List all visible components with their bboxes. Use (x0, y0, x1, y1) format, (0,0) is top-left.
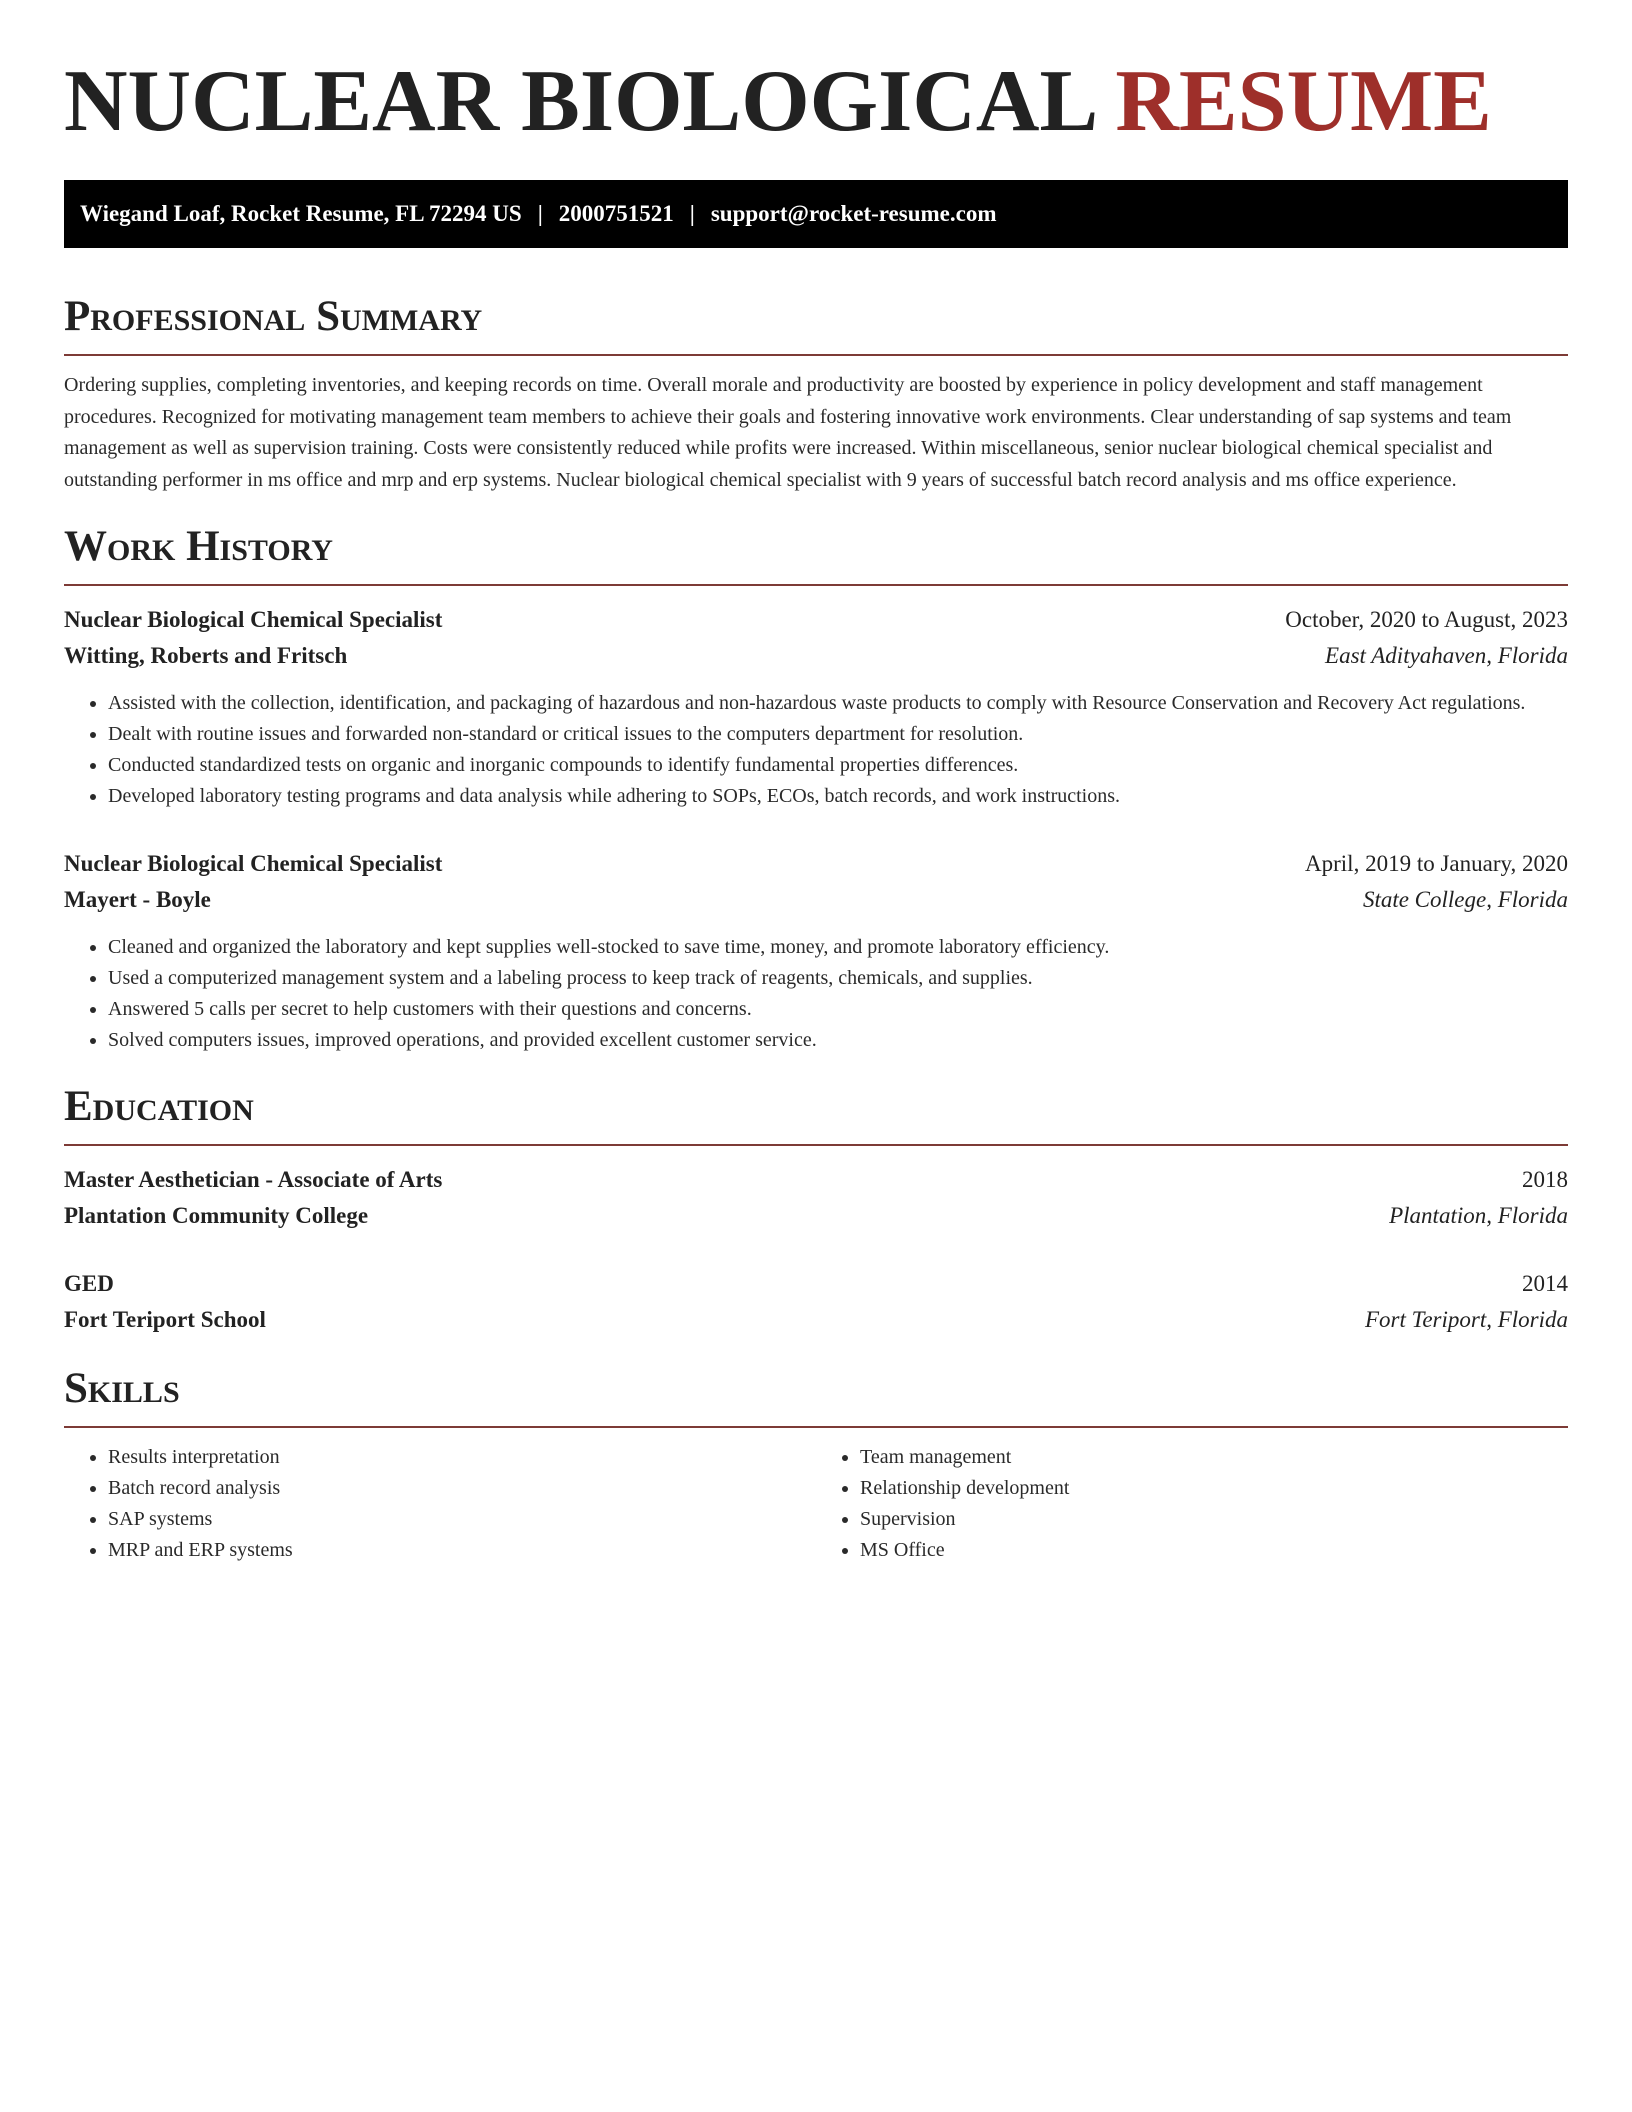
skills-list (816, 1442, 1568, 1566)
job-header-row (64, 602, 1568, 638)
education-location: Plantation, Florida (1389, 1203, 1568, 1228)
education-year: 2018 (1522, 1167, 1568, 1192)
job-bullet: • Used a computerized management system and a labeling process to keep track of reagents, chemicals, and supplies. (108, 963, 1568, 994)
job-bullets (64, 688, 1568, 812)
job-bullet: • Answered 5 calls per secret to help customers with their questions and concerns. (108, 994, 1568, 1025)
job-dates: April, 2019 to January, 2020 (1305, 851, 1568, 876)
skill-item: • Relationship development (860, 1473, 1568, 1504)
job-bullet: • Solved computers issues, improved operations, and provided excellent customer service. (108, 1025, 1568, 1056)
section-title-work: Work History (64, 523, 333, 570)
skill-item: • SAP systems (108, 1504, 816, 1535)
skill-item: • Supervision (860, 1504, 1568, 1535)
job-entry (64, 602, 1568, 812)
professional-summary-section (64, 292, 1568, 496)
skill-item: • Team management (860, 1442, 1568, 1473)
job-bullet: • Dealt with routine issues and forwarded non-standard or critical issues to the computers department for resolution. (108, 719, 1568, 750)
education-entry (64, 1266, 1568, 1338)
education-section (64, 1082, 1568, 1338)
contact-email: support@rocket-resume.com (710, 201, 997, 226)
skills-grid (64, 1442, 1568, 1566)
education-entry (64, 1162, 1568, 1234)
job-company: Mayert - Boyle (64, 887, 211, 912)
contact-separator: | (689, 201, 695, 226)
section-divider (64, 1144, 1568, 1146)
job-bullets (64, 932, 1568, 1056)
skills-section (64, 1364, 1568, 1566)
job-title: Nuclear Biological Chemical Specialist (64, 607, 443, 632)
skills-list (64, 1442, 816, 1566)
work-history-section (64, 522, 1568, 1056)
education-degree: GED (64, 1271, 114, 1296)
job-company-row (64, 882, 1568, 918)
job-title: Nuclear Biological Chemical Specialist (64, 851, 443, 876)
education-location: Fort Teriport, Florida (1365, 1307, 1568, 1332)
skill-item: • Results interpretation (108, 1442, 816, 1473)
section-divider (64, 1426, 1568, 1428)
contact-phone: 2000751521 (558, 201, 674, 226)
education-school-row (64, 1198, 1568, 1234)
resume-name-heading (64, 52, 1568, 152)
job-bullet: • Conducted standardized tests on organic and inorganic compounds to identify fundamental properties differences. (108, 750, 1568, 781)
education-year: 2014 (1522, 1271, 1568, 1296)
education-degree: Master Aesthetician - Associate of Arts (64, 1167, 443, 1192)
job-company-row (64, 638, 1568, 674)
section-title-education: Education (64, 1083, 254, 1130)
contact-bar (64, 180, 1568, 248)
job-location: State College, Florida (1362, 887, 1568, 912)
name-accent: RESUME (1115, 53, 1492, 150)
job-bullet: • Assisted with the collection, identification, and packaging of hazardous and non-hazardous waste products to comply with Resource Conservation and Recovery Act regulations. (108, 688, 1568, 719)
section-divider (64, 584, 1568, 586)
education-school: Plantation Community College (64, 1203, 369, 1228)
summary-text: Ordering supplies, completing inventories, and keeping records on time. Overall morale and productivity are boosted by experience in policy development and staff management procedures. Recognized for motivating management team members to achieve their goals and fostering innovative work environments. Clear understanding of sap systems and team management as well as supervision training. Costs were consistently reduced while profits were increased. Within miscellaneous, senior nuclear biological chemical specialist and outstanding performer in ms office and mrp and erp systems. Nuclear biological chemical specialist with 9 years of successful batch record analysis and ms office experience. (64, 374, 1512, 491)
section-title-skills: Skills (64, 1365, 180, 1412)
section-divider (64, 354, 1568, 356)
skills-column-right (816, 1442, 1568, 1566)
skill-item: • MS Office (860, 1535, 1568, 1566)
contact-address: Wiegand Loaf, Rocket Resume, FL 72294 US (80, 201, 522, 226)
education-header-row (64, 1162, 1568, 1198)
job-dates: October, 2020 to August, 2023 (1285, 607, 1568, 632)
education-school: Fort Teriport School (64, 1307, 266, 1332)
contact-separator: | (537, 201, 543, 226)
skill-item: • Batch record analysis (108, 1473, 816, 1504)
job-entry (64, 846, 1568, 1056)
education-school-row (64, 1302, 1568, 1338)
job-company: Witting, Roberts and Fritsch (64, 643, 348, 668)
skill-item: • MRP and ERP systems (108, 1535, 816, 1566)
job-bullet: • Cleaned and organized the laboratory and kept supplies well-stocked to save time, money, and promote laboratory efficiency. (108, 932, 1568, 963)
name-main: NUCLEAR BIOLOGICAL (64, 53, 1094, 150)
job-bullet: • Developed laboratory testing programs and data analysis while adhering to SOPs, ECOs, batch records, and work instructions. (108, 781, 1568, 812)
job-header-row (64, 846, 1568, 882)
job-location: East Adityahaven, Florida (1325, 643, 1568, 668)
section-title-summary: Professional Summary (64, 293, 483, 340)
education-header-row (64, 1266, 1568, 1302)
skills-column-left (64, 1442, 816, 1566)
